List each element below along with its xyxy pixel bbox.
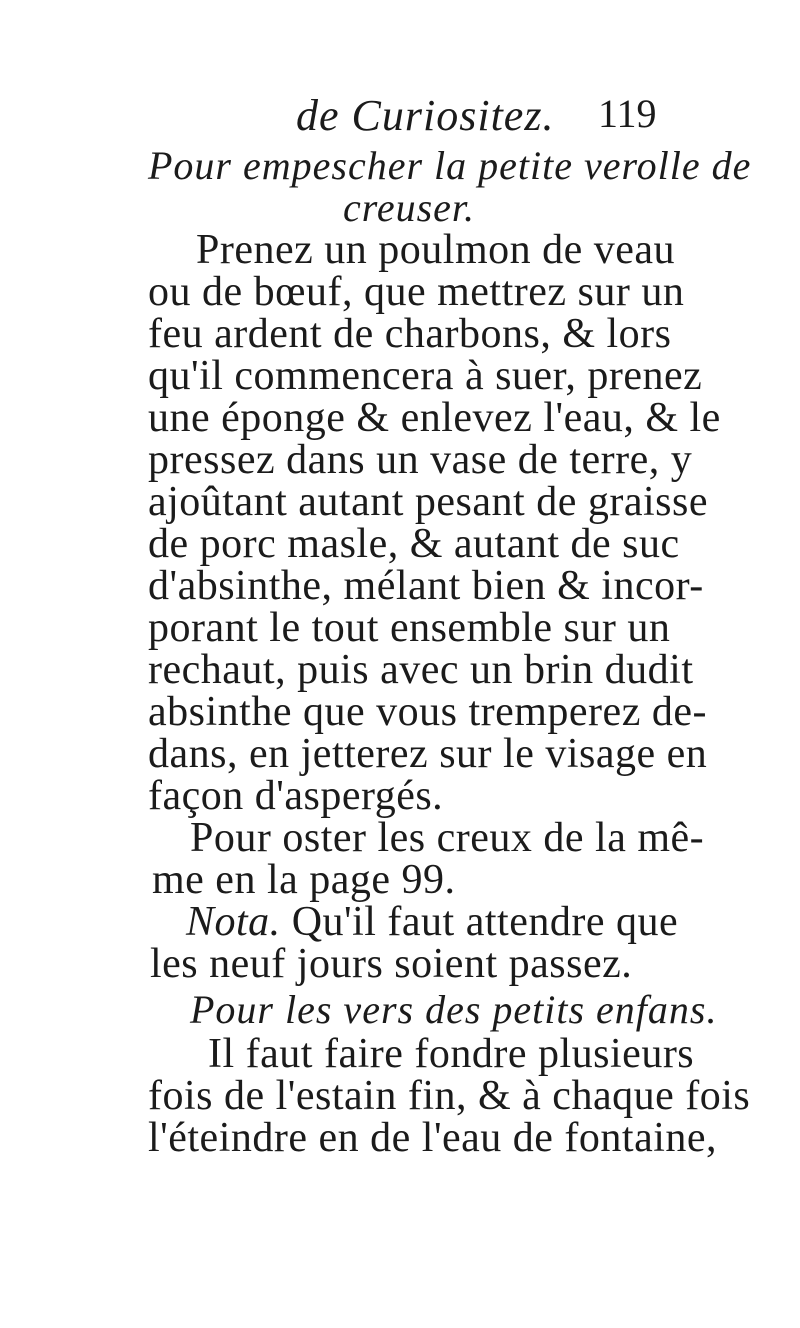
body-line: qu'il commencera à suer, prenez [148,353,703,399]
running-header-title: de Curiositez. [296,91,555,140]
body-line: ajoûtant autant pesant de graisse [148,479,708,525]
section-heading: Pour les vers des petits enfans. [190,987,718,1032]
section-heading-line-1: Pour empescher la petite verolle de [148,143,752,188]
nota-text: Qu'il faut attendre que [280,899,679,945]
body-line: ou de bœuf, que mettrez sur un [148,269,685,315]
body-line: l'éteindre en de l'eau de fontaine, [148,1115,718,1161]
body-line: porant le tout ensemble sur un [148,605,671,651]
body-line: rechaut, puis avec un brin dudit [148,647,694,693]
body-line: Pour oster les creux de la mê- [190,815,705,861]
section-heading-line-2: creuser. [343,185,476,230]
page-number: 119 [598,91,657,136]
body-line: façon d'aspergés. [148,773,444,819]
body-line: Prenez un poulmon de veau [196,227,676,273]
body-line: une éponge & enlevez l'eau, & le [148,395,721,441]
body-line: fois de l'estain fin, & à chaque fois [148,1073,751,1119]
body-line: dans, en jetterez sur le visage en [148,731,708,777]
body-line: absinthe que vous tremperez de- [148,689,707,735]
body-line: de porc masle, & autant de suc [148,521,680,567]
body-line: les neuf jours soient passez. [150,941,633,987]
body-line: me en la page 99. [152,857,456,903]
nota-line [186,898,678,946]
nota-label: Nota. [186,899,281,945]
body-line: pressez dans un vase de terre, y [148,437,693,483]
body-line: d'absinthe, mélant bien & incor- [148,563,704,609]
body-line: feu ardent de charbons, & lors [148,311,672,357]
body-line: Il faut faire fondre plusieurs [208,1031,695,1077]
